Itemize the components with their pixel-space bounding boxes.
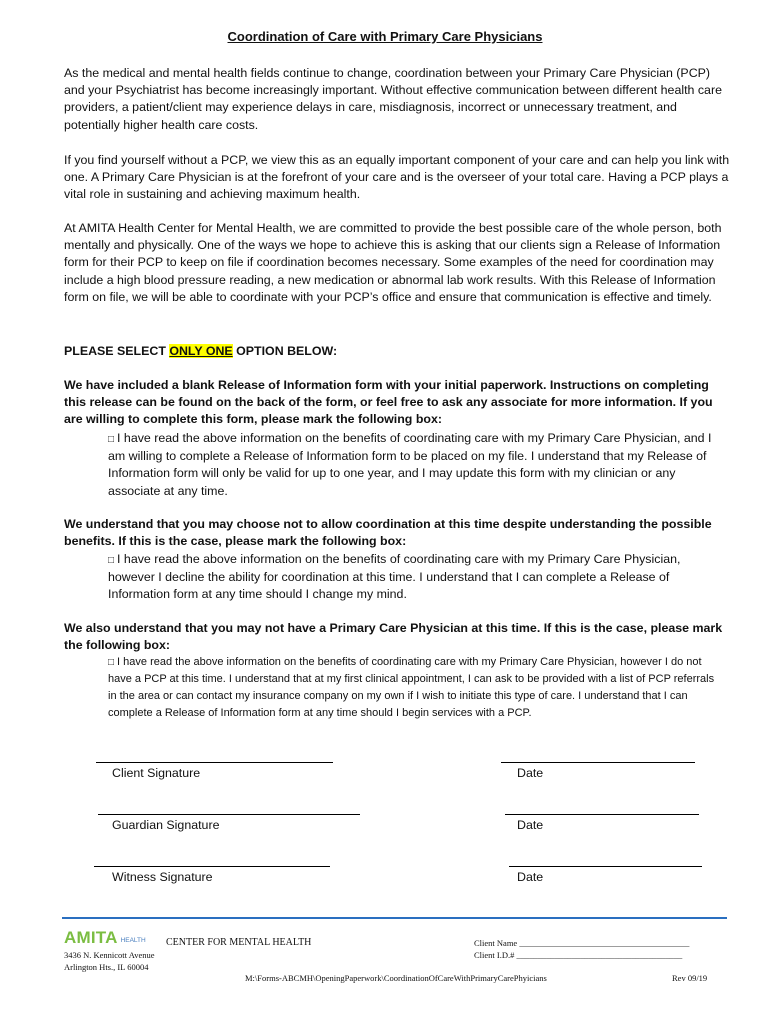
witness-signature-line[interactable] <box>94 866 330 867</box>
witness-date-line[interactable] <box>509 866 702 867</box>
select-heading-prefix: PLEASE SELECT <box>64 344 170 358</box>
option-1-heading: We have included a blank Release of Information form with your initial paperwork. Instructions on completing this release can be found on the back of the form, or feel free to ask any associate for more information. If you are willing to complete this form, please mark the following box: <box>64 378 713 427</box>
client-id-field[interactable]: Client I.D.# _______________________________________ <box>474 950 683 960</box>
file-path: M:\Forms-ABCMH\OpeningPaperwork\CoordinationOfCareWithPrimaryCarePhyicians <box>245 973 547 983</box>
guardian-signature-line[interactable] <box>98 814 360 815</box>
option-1-checkbox[interactable]: □ <box>108 434 115 445</box>
option-1-text: I have read the above information on the benefits of coordinating care with my Primary Care Physician, and I am willing to complete a Release of Information form to be placed on my file. I understand that my Release of Information form will only be valid for up to one year, and I may update this form with my clinician or any associate at any time. <box>108 431 712 498</box>
client-signature-label: Client Signature <box>112 766 201 780</box>
client-name-field[interactable]: Client Name ________________________________________ <box>474 938 690 948</box>
option-1-statement <box>108 430 730 500</box>
client-signature-line[interactable] <box>96 762 333 763</box>
guardian-signature-label: Guardian Signature <box>112 818 220 832</box>
client-date-label: Date <box>517 766 544 780</box>
option-3-checkbox[interactable]: □ <box>108 657 115 668</box>
option-3-statement <box>108 654 722 722</box>
witness-date-label: Date <box>517 870 544 884</box>
revision-label: Rev 09/19 <box>672 973 708 983</box>
page-title: Coordination of Care with Primary Care Physicians <box>227 29 543 44</box>
address-line-2: Arlington Hts., IL 60004 <box>64 962 149 972</box>
address-line-1: 3436 N. Kennicott Avenue <box>64 950 155 960</box>
select-heading <box>64 343 732 360</box>
witness-signature-label: Witness Signature <box>112 870 213 884</box>
amita-paragraph: At AMITA Health Center for Mental Health, we are committed to provide the best possible care of the whole person, both mentally and physically. One of the ways we hope to achieve this is asking that our clients sign a Release of Information form for their PCP to keep on file if coordination becomes necessary. Some examples of the need for coordination may include a high blood pressure reading, a new medication or abnormal lab work results. With this Release of Information form on file, we will be able to coordinate with your PCP’s office and ensure that communication is effective and timely. <box>64 221 722 304</box>
logo-wordmark: AMITA <box>64 928 118 947</box>
option-2-checkbox[interactable]: □ <box>108 555 115 566</box>
option-3-text: I have read the above information on the benefits of coordinating care with my Primary Care Physician, however I do not have a PCP at this time. I understand that at my first clinical appointment, I can ask to be provided with a list of PCP referrals in the area or can contact my insurance company on my own if I wish to initiate this type of care. I understand that I can complete a Release of Information form at any time should I begin services with a PCP. <box>108 656 715 719</box>
client-date-line[interactable] <box>501 762 695 763</box>
amita-logo <box>64 928 146 946</box>
option-2-statement <box>108 551 730 604</box>
select-heading-suffix: OPTION BELOW: <box>232 344 338 358</box>
option-3-heading: We also understand that you may not have a Primary Care Physician at this time. If this is the case, please mark the following box: <box>64 621 723 653</box>
center-name: CENTER FOR MENTAL HEALTH <box>166 937 312 948</box>
logo-subtext: HEALTH <box>120 937 146 944</box>
footer-divider <box>62 917 727 919</box>
intro-paragraph: As the medical and mental health fields continue to change, coordination between your Primary Care Physician (PCP) and your Psychiatrist has become increasingly important. Without effective communication between different health care providers, a patient/client may experience delays in care, misdiagnosis, incorrect or unnecessary treatment, and potentially higher health care costs. <box>64 66 722 132</box>
guardian-date-label: Date <box>517 818 544 832</box>
pcp-paragraph: If you find yourself without a PCP, we view this as an equally important component of your care and can help you link with one. A Primary Care Physician is at the forefront of your care and is the overseer of your total care. Having a PCP plays a vital role in sustaining and achieving maximum health. <box>64 153 730 202</box>
guardian-date-line[interactable] <box>505 814 699 815</box>
option-2-text: I have read the above information on the benefits of coordinating care with my Primary Care Physician, however I decline the ability for coordination at this time. I understand that I can complete a Release of Information form at any time should I change my mind. <box>108 552 681 602</box>
select-heading-highlight: ONLY ONE <box>169 344 233 358</box>
option-2-heading: We understand that you may choose not to allow coordination at this time despite understanding the possible benefits. If this is the case, please mark the following box: <box>64 517 712 549</box>
